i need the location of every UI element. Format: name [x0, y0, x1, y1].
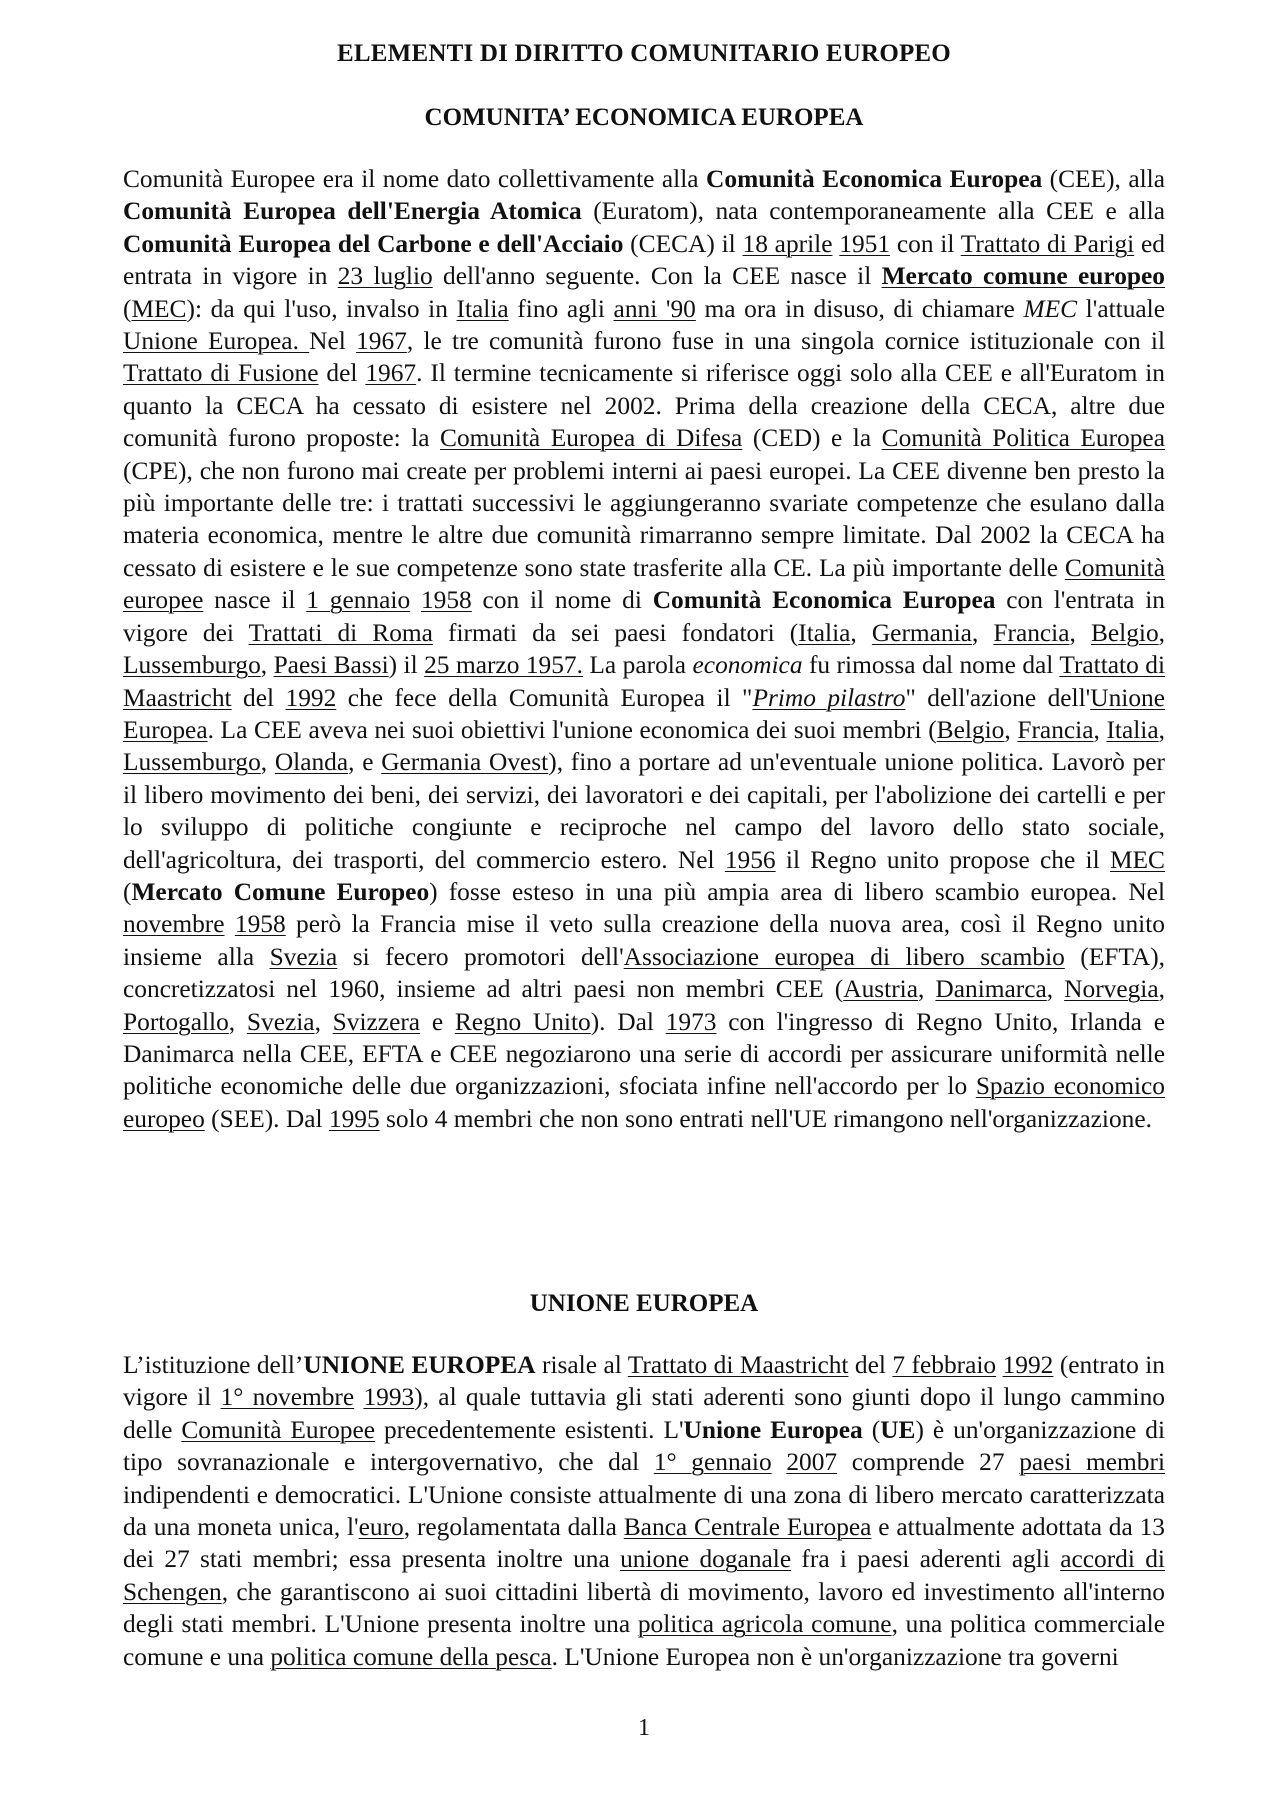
body-text: con il: [890, 229, 961, 258]
inline-link[interactable]: Paesi Bassi: [273, 651, 389, 680]
body-text: ma ora in disuso, di chiamare: [695, 294, 1024, 323]
inline-link[interactable]: Spazio economico europeo: [123, 1072, 1165, 1133]
inline-link[interactable]: Lussemburgo: [123, 748, 261, 777]
body-text: [225, 910, 235, 938]
page-number: 1: [638, 1715, 650, 1741]
inline-link[interactable]: Banca Centrale Europea: [623, 1513, 872, 1542]
body-text: ,: [314, 1007, 333, 1036]
body-text: La parola: [582, 651, 693, 680]
inline-link[interactable]: Comunità Europee: [181, 1415, 376, 1444]
body-text: , regolamentata dalla: [403, 1513, 624, 1542]
inline-link[interactable]: Svezia: [269, 942, 338, 971]
inline-link[interactable]: Comunità Politica Europea: [881, 424, 1165, 453]
inline-link[interactable]: 1° gennaio: [653, 1448, 772, 1477]
body-text: precedentemente esistenti. L': [375, 1415, 684, 1444]
body-text: (: [123, 294, 132, 323]
body-text: , una politica commerciale comune e una: [123, 1610, 1165, 1671]
body-text: ,: [1069, 618, 1091, 647]
inline-link[interactable]: Portogallo: [123, 1007, 229, 1036]
body-text: (entrato in vigore il: [123, 1351, 1165, 1412]
section-heading-cee: COMUNITA’ ECONOMICA EUROPEA: [424, 104, 864, 131]
inline-link[interactable]: 18 aprile: [742, 229, 833, 258]
body-text: [410, 586, 421, 614]
inline-link[interactable]: 1973: [665, 1007, 717, 1036]
body-text: del: [848, 1351, 893, 1379]
bold-text: UE: [880, 1415, 916, 1444]
inline-link[interactable]: anni '90: [613, 294, 696, 323]
body-text: ,: [1046, 975, 1065, 1004]
body-text: ,: [1004, 715, 1018, 744]
bold-text: Unione Europea: [683, 1415, 863, 1444]
body-text: ): da qui l'uso, invalso in: [186, 294, 457, 323]
inline-link[interactable]: 1992: [1002, 1351, 1054, 1379]
inline-link[interactable]: 1° novembre: [220, 1383, 355, 1412]
body-text: L’istituzione dell’: [123, 1351, 304, 1379]
inline-link[interactable]: 1 gennaio: [306, 586, 411, 615]
body-text: fu rimossa dal nome dal: [802, 651, 1060, 680]
section-paragraph-cee: [123, 163, 1165, 1135]
body-text: con l'ingresso di Regno Unito, Irlanda e Danimarca nella CEE, EFTA e CEE negoziarono una serie di accordi per assicurare uniformità nelle politiche economiche delle due organizzazioni, sfociata infine nell'accordo per lo: [123, 1007, 1165, 1101]
body-text: dell'anno seguente. Con la CEE nasce il: [432, 262, 882, 291]
body-text: con il nome di: [471, 586, 653, 615]
body-text: (: [123, 877, 132, 906]
bold-text: Comunità Economica Europea: [706, 165, 1043, 193]
body-text: però la Francia mise il veto sulla creazione della nuova area, così il Regno unito insieme alla: [123, 910, 1165, 971]
body-text: . La CEE aveva nei suoi obiettivi l'unione economica dei suoi membri (: [207, 715, 937, 744]
inline-link[interactable]: 1992: [285, 683, 337, 712]
body-text: ,: [971, 618, 994, 647]
italic-text: economica: [692, 651, 803, 680]
body-text: fino agli: [508, 294, 614, 323]
inline-link[interactable]: Germania: [871, 618, 972, 647]
body-text: risale al: [535, 1351, 628, 1379]
inline-link[interactable]: Francia: [993, 618, 1070, 647]
inline-link[interactable]: 25 marzo 1957.: [424, 651, 583, 680]
inline-link[interactable]: Trattato di Parigi: [960, 229, 1135, 258]
inline-link[interactable]: euro: [358, 1513, 404, 1542]
inline-link[interactable]: Svizzera: [332, 1007, 421, 1036]
inline-link[interactable]: 1967: [365, 359, 417, 388]
inline-link[interactable]: Italia: [1106, 715, 1159, 744]
inline-link[interactable]: Belgio: [936, 715, 1005, 744]
inline-link[interactable]: 1995: [328, 1104, 380, 1133]
inline-link[interactable]: MEC: [1109, 845, 1165, 874]
body-text: (EFTA), concretizzatosi nel 1960, insieme ad altri paesi non membri CEE (: [123, 942, 1165, 1004]
body-text: fra i paesi aderenti agli: [791, 1545, 1061, 1574]
inline-link[interactable]: 1967: [356, 327, 407, 356]
inline-link[interactable]: Trattato di Maastricht: [627, 1351, 849, 1379]
body-text: e attualmente adottata da 13 dei 27 stati membri; essa presenta inoltre una: [123, 1513, 1165, 1574]
inline-link[interactable]: Svezia: [246, 1007, 315, 1036]
body-text: Comunità Europee era il nome dato collettivamente alla: [123, 165, 707, 193]
body-text: e: [420, 1007, 455, 1036]
body-text: ,: [260, 748, 275, 777]
inline-link[interactable]: 2007: [786, 1448, 838, 1477]
inline-link[interactable]: Mercato comune europeo: [881, 262, 1165, 291]
inline-link[interactable]: Unione Europea.: [123, 327, 310, 356]
inline-link[interactable]: MEC: [131, 294, 187, 323]
body-text: [772, 1448, 787, 1476]
inline-link[interactable]: politica agricola comune: [637, 1610, 892, 1639]
inline-link[interactable]: Trattati di Roma: [248, 618, 433, 647]
bold-text: UNIONE EUROPEA: [303, 1351, 536, 1379]
inline-link[interactable]: paesi membri: [1019, 1448, 1165, 1477]
body-text: . Il termine tecnicamente si riferisce oggi solo alla CEE e all'Euratom in quanto la CECA ha cessato di esistere nel 2002. Prima della creazione della CECA, altre due comunità furono proposte: la: [123, 359, 1165, 453]
italic-text: MEC: [1023, 294, 1078, 323]
inline-link[interactable]: 1951: [839, 229, 891, 258]
inline-link[interactable]: Francia: [1017, 715, 1094, 744]
inline-link[interactable]: Regno Unito: [454, 1007, 591, 1036]
body-text: firmati da sei paesi fondatori (: [432, 618, 799, 647]
inline-link[interactable]: politica comune della pesca: [270, 1642, 552, 1671]
body-text: comprende 27: [837, 1448, 1020, 1477]
inline-link[interactable]: Norvegia: [1064, 975, 1159, 1004]
inline-link[interactable]: 23 luglio: [337, 262, 433, 291]
body-text: ,: [1093, 715, 1107, 744]
body-text: ) il: [388, 651, 425, 680]
body-text: ) è un'organizzazione di tipo sovranazionale e intergovernativo, che dal: [123, 1415, 1165, 1477]
body-text: il Regno unito propose che il: [775, 845, 1110, 874]
body-text: Nel: [309, 327, 357, 356]
inline-link[interactable]: 7 febbraio: [892, 1351, 997, 1379]
body-text: (SEE). Dal: [204, 1104, 329, 1133]
body-text: ,: [918, 975, 936, 1004]
inline-link[interactable]: Italia: [798, 618, 851, 647]
body-text: si fecero promotori dell': [337, 942, 624, 971]
inline-link[interactable]: 1993: [363, 1383, 415, 1412]
body-text: ,: [1158, 715, 1165, 744]
inline-link[interactable]: Associazione europea di libero scambio: [623, 942, 1065, 971]
section-heading-ue: UNIONE EUROPEA: [529, 1290, 759, 1317]
body-text: ), al quale tuttavia gli stati aderenti sono giunti dopo il lungo cammino delle: [123, 1383, 1165, 1444]
body-text: (CEE), alla: [1042, 165, 1166, 193]
body-text: ,: [1158, 975, 1165, 1004]
body-text: ,: [850, 618, 872, 647]
body-text: ed entrata in vigore in: [123, 229, 1165, 291]
body-text: che fece della Comunità Europea il ": [336, 683, 753, 712]
body-text: , che garantiscono ai suoi cittadini libertà di movimento, lavoro ed investimento all'interno degli stati membri. L'Unione presenta inoltre una: [123, 1577, 1165, 1639]
body-text: " dell'azione dell': [905, 683, 1091, 712]
body-text: (CPE), che non furono mai create per problemi interni ai paesi europei. La CEE divenne ben presto la più importante delle tre: i trattati successivi le aggiungeranno svariate competenze che esulano dalla materia economica, mentre le altre due comunità rimarranno sempre limitate. Dal 2002 la CECA ha cessato di esistere e le sue competenze sono state trasferite alla CE. La più importante delle: [123, 456, 1165, 582]
body-text: ) fosse esteso in una più ampia area di libero scambio europea. Nel: [429, 877, 1165, 906]
body-text: (CED) e la: [742, 424, 882, 453]
inline-link[interactable]: 1958: [420, 586, 472, 615]
inline-link[interactable]: Olanda: [274, 748, 349, 777]
inline-link[interactable]: Comunità Europea di Difesa: [440, 424, 743, 453]
body-text: solo 4 membri che non sono entrati nell'UE rimangono nell'organizzazione.: [379, 1104, 1152, 1133]
bold-text: Comunità Economica Europea: [652, 586, 996, 615]
inline-link[interactable]: Lussemburgo: [123, 651, 261, 680]
inline-link[interactable]: novembre: [123, 910, 225, 939]
inline-link[interactable]: Germania Ovest: [381, 748, 549, 777]
body-text: ). Dal: [590, 1007, 666, 1036]
document-title: ELEMENTI DI DIRITTO COMUNITARIO EUROPEO: [337, 40, 951, 67]
inline-link[interactable]: Italia: [456, 294, 509, 323]
body-text: del: [231, 683, 286, 712]
body-text: ,: [228, 1007, 247, 1036]
body-text: indipendenti e democratici. L'Unione consiste attualmente di una zona di libero mercato caratterizzata da una moneta unica, l': [123, 1480, 1165, 1542]
inline-link[interactable]: Danimarca: [935, 975, 1047, 1004]
bold-text: Comunità Europea dell'Energia Atomica: [123, 197, 582, 226]
inline-link[interactable]: accordi di Schengen: [123, 1545, 1165, 1606]
body-text: nasce il: [203, 586, 307, 615]
inline-link[interactable]: Trattato di Fusione: [123, 359, 319, 388]
body-text: , le tre comunità furono fuse in una singola cornice istituzionale con il: [406, 327, 1165, 356]
inline-link[interactable]: 1958: [234, 910, 286, 939]
inline-link[interactable]: unione doganale: [620, 1545, 792, 1574]
body-text: (Euratom), nata contemporaneamente alla CEE e alla: [581, 197, 1165, 226]
body-text: del: [318, 359, 366, 388]
body-text: con l'entrata in vigore dei: [123, 586, 1165, 647]
bold-text: Comunità Europea del Carbone e dell'Acciaio: [123, 229, 624, 258]
body-text: ), fino a portare ad un'eventuale unione politica. Lavorò per il libero movimento dei beni, dei servizi, dei lavoratori e dei capitali, per l'abolizione dei cartelli e per lo sviluppo di politiche congiunte e reciproche nel campo del lavoro dello stato sociale, dell'agricoltura, dei trasporti, del commercio estero. Nel: [123, 748, 1165, 874]
inline-link[interactable]: Comunità europee: [123, 553, 1165, 615]
body-text: (CECA) il: [623, 229, 743, 258]
bold-text: Mercato Comune Europeo: [131, 877, 430, 906]
body-text: (: [862, 1415, 881, 1444]
body-text: , e: [348, 748, 382, 777]
inline-link[interactable]: 1956: [724, 845, 776, 874]
inline-link[interactable]: Belgio: [1090, 618, 1159, 647]
section-paragraph-ue: [123, 1349, 1165, 1673]
body-text: . L'Unione Europea non è un'organizzazione tra governi: [551, 1642, 1119, 1671]
inline-link[interactable]: Primo pilastro: [752, 683, 906, 712]
body-text: l'attuale: [1077, 294, 1165, 323]
inline-link[interactable]: Trattato di Maastricht: [123, 651, 1165, 712]
inline-link[interactable]: Austria: [843, 975, 918, 1004]
body-text: ,: [260, 651, 274, 680]
body-text: ,: [1158, 618, 1166, 647]
inline-link[interactable]: Unione Europea: [123, 683, 1165, 744]
